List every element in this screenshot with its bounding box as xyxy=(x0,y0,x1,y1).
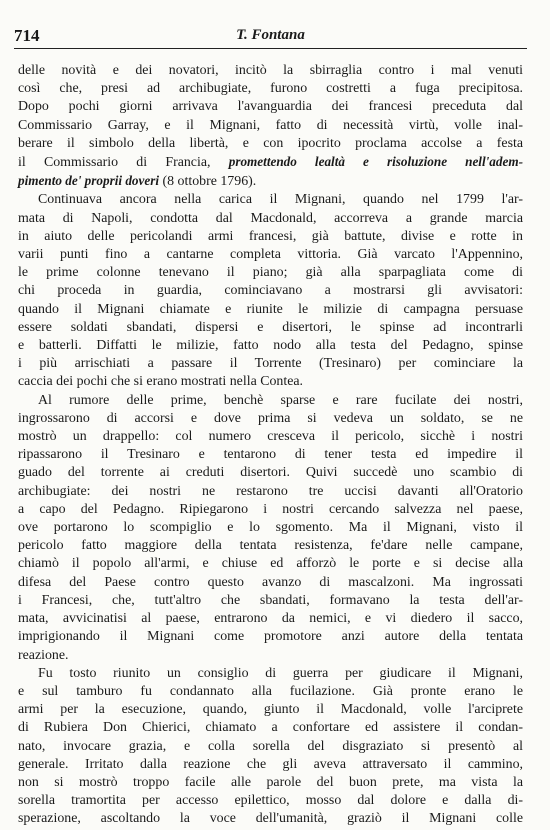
italic-run: pimento de' proprii doveri xyxy=(18,173,160,189)
text-run: e sul tamburo fu condannato alla fucilazione. Già pronte erano le xyxy=(18,683,523,699)
running-head: T. Fontana xyxy=(236,27,305,43)
text-run: chiamò il popolo all'armi, e chiuse ed afforzò le porte e si decise alla xyxy=(18,556,523,572)
text-run: non si mostrò troppo facile alle parole del buon prete, ma vista la xyxy=(18,774,523,790)
text-line xyxy=(18,410,523,428)
text-run: caccia dei pochi che si erano mostrati nella Contea. xyxy=(18,374,304,390)
text-run: mata di Napoli, condotta dal Macdonald, accorreva a grande marcia xyxy=(18,210,523,226)
text-line xyxy=(18,80,523,98)
text-line xyxy=(18,135,523,153)
text-run: i Francesi, che, tutt'altro che sbandati, formavano la testa dell'ar- xyxy=(18,592,523,608)
text-line xyxy=(18,355,523,373)
text-run: delle novità e dei novatori, incitò la sbirraglia contro i mal venuti xyxy=(18,63,523,78)
text-line xyxy=(18,756,523,774)
text-run: sperazione, ascoltando la voce dell'umanità, graziò il Mignani colle xyxy=(18,811,523,827)
text-line xyxy=(18,501,523,519)
text-run: a capo del Pedagno. Ripiegarono i nostri cercando salvezza nel paese, xyxy=(18,501,523,517)
text-run: Al rumore delle prime, benchè sparse e rare fucilate dei nostri, xyxy=(38,392,523,408)
text-line xyxy=(18,264,523,282)
text-line xyxy=(18,555,523,573)
text-run: chi proceda in guardia, cominciavano a mostrarsi gli avvisatori: xyxy=(18,283,523,299)
text-line xyxy=(18,537,523,555)
text-line xyxy=(18,592,523,610)
text-line xyxy=(18,117,523,135)
text-line xyxy=(18,282,523,300)
text-line xyxy=(18,319,523,337)
text-run: quando il Mignani chiamate e riunite le milizie di campagna persuase xyxy=(18,301,523,317)
text-run: berare il simbolo della libertà, e con ipocrito proclama accolse a festa xyxy=(18,135,523,151)
text-run: Continuava ancora nella carica il Mignani, quando nel 1799 l'ar- xyxy=(38,192,523,208)
text-line xyxy=(18,153,523,172)
text-line xyxy=(18,228,523,246)
text-line xyxy=(18,392,523,410)
text-line xyxy=(18,738,523,756)
text-run: ingrossarono di accorsi e dove prima si vedeva un soldato, se ne xyxy=(18,410,523,426)
text-line xyxy=(18,519,523,537)
text-run: varii punti fino a cantarne completa vittoria. Già varcato l'Appennino, xyxy=(18,247,523,263)
text-line xyxy=(18,792,523,810)
text-line xyxy=(18,719,523,737)
text-run: e batterli. Diffatti le milizie, fatto nodo alla testa del Pedagno, spinse xyxy=(18,338,523,354)
paragraph-text xyxy=(18,62,523,829)
text-run: il Commissario di Francia, xyxy=(18,155,229,171)
text-run: Fu tosto riunito un consiglio di guerra per giudicare il Mignani, xyxy=(38,665,523,681)
text-line xyxy=(18,574,523,592)
text-run: mata, avvicinatisi al paese, entrarono da nemici, e vi diedero il sacco, xyxy=(18,611,523,627)
text-line xyxy=(18,210,523,228)
text-run: mostrò un drappello: col numero cresceva il pericolo, sicchè i nostri xyxy=(18,429,523,445)
text-line xyxy=(18,301,523,319)
text-line xyxy=(18,810,523,828)
text-run: in aiuto delle pericolandi armi francesi, già battute, divise e rotte in xyxy=(18,228,523,244)
text-run: difesa del Paese contro questo avanzo di mascalzoni. Ma ingrossati xyxy=(18,574,523,590)
text-run: sorella tramortita per accesso epilettico, mosso dal dolore e dalla di- xyxy=(18,793,523,809)
text-run: i più arrischiati a passare il Torrente (Tresinaro) per cominciare la xyxy=(18,356,523,372)
text-line xyxy=(18,337,523,355)
text-run: guado del torrente ai creduti disertori. Quivi succedè uno scambio di xyxy=(18,465,523,481)
text-line xyxy=(18,446,523,464)
text-run: (8 ottobre 1796). xyxy=(159,174,257,190)
text-run: così che, presi ad archibugiate, furono costretti a fuga precipitosa. xyxy=(18,81,523,97)
text-run: imprigionando il Mignani come promotore anzi autore della tentata xyxy=(18,629,523,645)
text-run: Commissario Garray, e il Mignani, fatto di necessità virtù, volle inal- xyxy=(18,117,523,133)
page-header xyxy=(14,26,527,48)
text-run: ove portarono lo scompiglio e lo sgomento. Ma il Mignani, visto il xyxy=(18,520,523,536)
text-line xyxy=(18,246,523,264)
header-rule xyxy=(14,48,527,49)
text-line xyxy=(18,98,523,116)
text-line xyxy=(18,62,523,80)
body-text xyxy=(18,62,523,829)
text-line xyxy=(18,464,523,482)
text-line xyxy=(18,701,523,719)
text-line xyxy=(18,373,523,391)
text-line xyxy=(18,683,523,701)
text-run: generale. Irritato dalla reazione che gli aveva attraversato il cammino, xyxy=(18,756,523,772)
text-line xyxy=(18,483,523,501)
italic-run: promettendo lealtà e risoluzione nell'adem- xyxy=(228,154,523,170)
text-run: Dopo pochi giorni arrivava l'avanguardia dei francesi preceduta dal xyxy=(18,99,523,115)
text-run: pericolo fatto maggiore della tentata resistenza, fe'dare nelle campane, xyxy=(18,538,523,554)
text-run: nato, invocare grazia, e colla sorella del disgraziato si presentò al xyxy=(18,738,523,754)
text-run: di Rubiera Don Chierici, chiamato a confortare ed assistere il condan- xyxy=(18,720,523,736)
text-line xyxy=(18,647,523,665)
text-run: armi per la esecuzione, quando, giunto il Macdonald, volle l'arciprete xyxy=(18,702,523,718)
text-line xyxy=(18,172,523,191)
page-number: 714 xyxy=(14,26,40,45)
text-line xyxy=(18,428,523,446)
text-line xyxy=(18,774,523,792)
text-run: reazione. xyxy=(18,647,69,663)
text-line xyxy=(18,665,523,683)
text-line xyxy=(18,191,523,209)
text-run: archibugiate: dei nostri ne restarono tre uccisi davanti all'Oratorio xyxy=(18,483,523,499)
text-run: ripassarono il Tresinaro e tentarono di tener testa ed impedire il xyxy=(18,447,523,463)
text-run: essere soldati sbandati, dispersi e disertori, le spinse ad incontrarli xyxy=(18,319,523,335)
text-line xyxy=(18,628,523,646)
text-run: le prime colonne tenevano il piano; già alla sparpagliata come di xyxy=(18,265,523,281)
text-line xyxy=(18,610,523,628)
